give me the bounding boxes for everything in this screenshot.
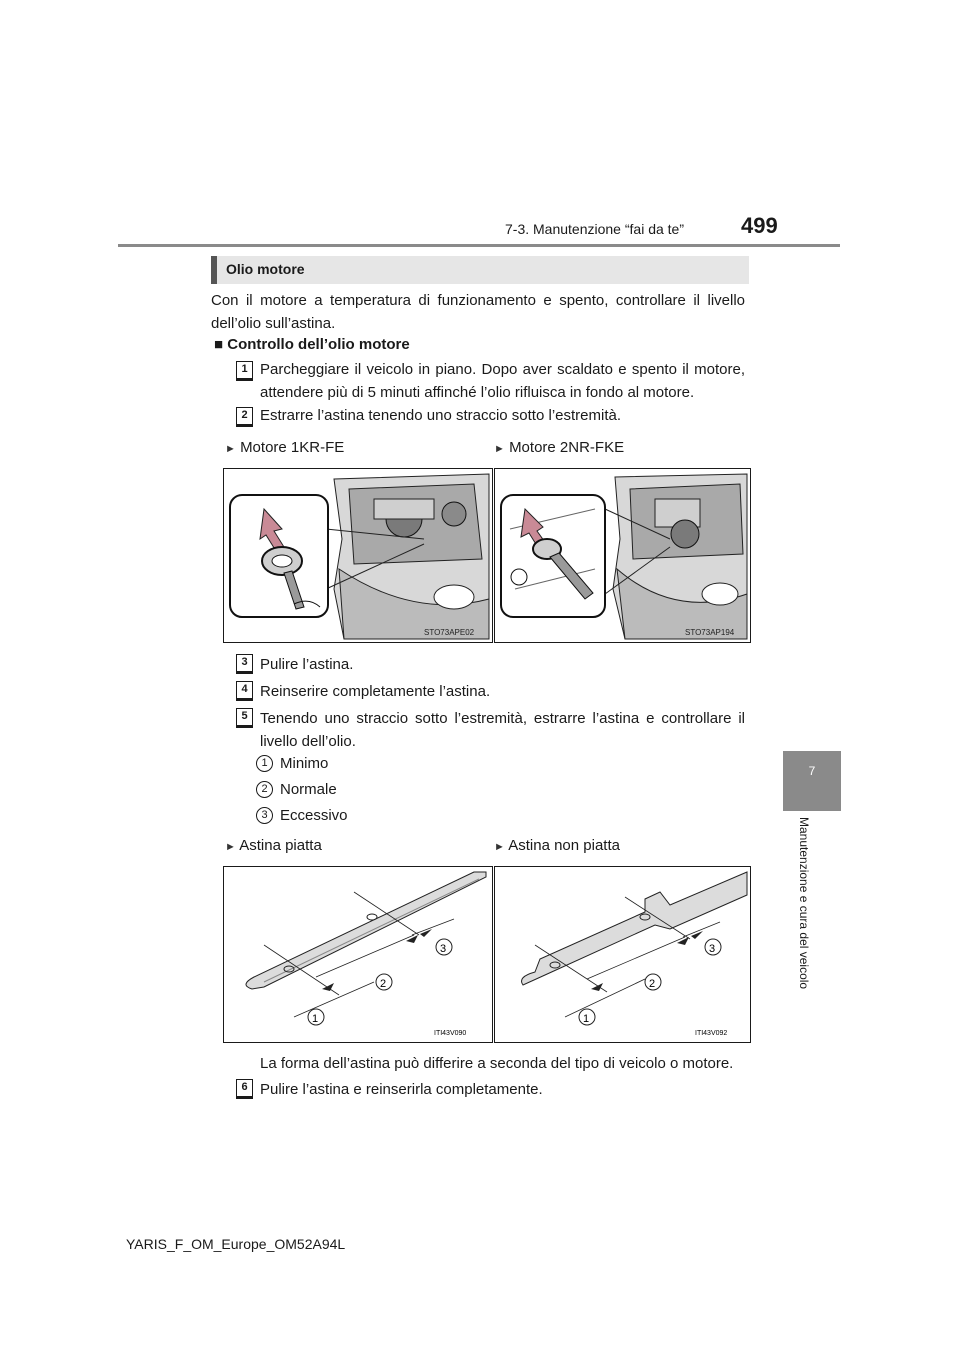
dipstick-nonflat-label xyxy=(494,834,620,859)
dipstick-flat-label-text: Astina piatta xyxy=(239,837,322,854)
step-5-number: 5 xyxy=(236,708,253,728)
level-2-number: 2 xyxy=(256,781,273,798)
step-3-text: Pulire l’astina. xyxy=(260,656,354,673)
dipstick-note: La forma dell’astina può differire a seconda del tipo di veicolo o motore. xyxy=(260,1055,734,1072)
figure-level-2: 2 xyxy=(649,978,656,990)
page-number: 499 xyxy=(741,213,778,238)
step-2-number: 2 xyxy=(236,407,253,427)
engine-1kr-label-text: Motore 1KR-FE xyxy=(240,439,345,456)
section-heading-bar xyxy=(211,256,749,284)
figure-code: ITI43V090 xyxy=(434,1030,467,1037)
engine-1kr-label xyxy=(225,436,344,461)
triangle-right-icon: ► xyxy=(494,841,505,853)
section-title: Olio motore xyxy=(226,261,305,277)
figure-level-3: 3 xyxy=(709,943,716,955)
footer-code: YARIS_F_OM_Europe_OM52A94L xyxy=(126,1236,346,1252)
dipstick-flat-figure xyxy=(223,866,493,1043)
dipstick-flat-label xyxy=(225,834,322,859)
triangle-right-icon: ► xyxy=(494,443,505,455)
step-4-number: 4 xyxy=(236,681,253,701)
step-1-number: 1 xyxy=(236,361,253,381)
dipstick-nonflat-figure xyxy=(494,866,751,1043)
square-bullet-icon: ■ xyxy=(214,336,224,353)
figure-code: STO73APE02 xyxy=(424,628,475,637)
section-intro: Con il motore a temperatura di funzionamento e spento, controllare il livello dell’olio sull’astina. xyxy=(211,292,745,332)
figure-level-1: 1 xyxy=(312,1013,319,1025)
triangle-right-icon: ► xyxy=(225,841,236,853)
step-5-text: Tenendo uno straccio sotto l’estremità, estrarre l’astina e controllare il livello dell’olio. xyxy=(260,710,745,750)
step-6-number: 6 xyxy=(236,1079,253,1099)
level-1-number: 1 xyxy=(256,755,273,772)
step-6-text: Pulire l’astina e reinserirla completamente. xyxy=(260,1081,543,1098)
header-section-title: 7-3. Manutenzione “fai da te” xyxy=(505,221,684,237)
dipstick-nonflat-label-text: Astina non piatta xyxy=(508,837,620,854)
figure-level-2: 2 xyxy=(380,978,387,990)
header-rule xyxy=(118,244,840,247)
figure-code: ITI43V092 xyxy=(695,1030,728,1037)
step-1-text: Parcheggiare il veicolo in piano. Dopo aver scaldato e spento il motore, attendere più di 5 minuti affinché l’olio rifluisca in fondo al motore. xyxy=(260,361,745,401)
step-3-number: 3 xyxy=(236,654,253,674)
step-2-text: Estrarre l’astina tenendo uno straccio sotto l’estremità. xyxy=(260,407,622,424)
level-3-number: 3 xyxy=(256,807,273,824)
engine-2nr-label-text: Motore 2NR-FKE xyxy=(509,439,625,456)
chapter-tab: 7 xyxy=(783,751,841,811)
step-4-text: Reinserire completamente l’astina. xyxy=(260,683,491,700)
engine-1kr-figure xyxy=(223,468,493,643)
level-3-label: Eccessivo xyxy=(280,807,348,824)
figure-level-1: 1 xyxy=(583,1013,590,1025)
triangle-right-icon: ► xyxy=(225,443,236,455)
level-2-label: Normale xyxy=(280,781,337,798)
figure-code: STO73AP194 xyxy=(685,628,735,637)
engine-2nr-label xyxy=(494,436,624,461)
level-1-label: Minimo xyxy=(280,755,329,772)
chapter-title: Manutenzione e cura del veicolo xyxy=(797,817,811,990)
chapter-title-vertical xyxy=(797,817,817,1117)
figure-level-3: 3 xyxy=(440,943,447,955)
subsection-heading xyxy=(214,336,410,353)
subsection-title: Controllo dell’olio motore xyxy=(227,336,410,353)
section-accent xyxy=(211,256,217,284)
engine-2nr-figure xyxy=(494,468,751,643)
